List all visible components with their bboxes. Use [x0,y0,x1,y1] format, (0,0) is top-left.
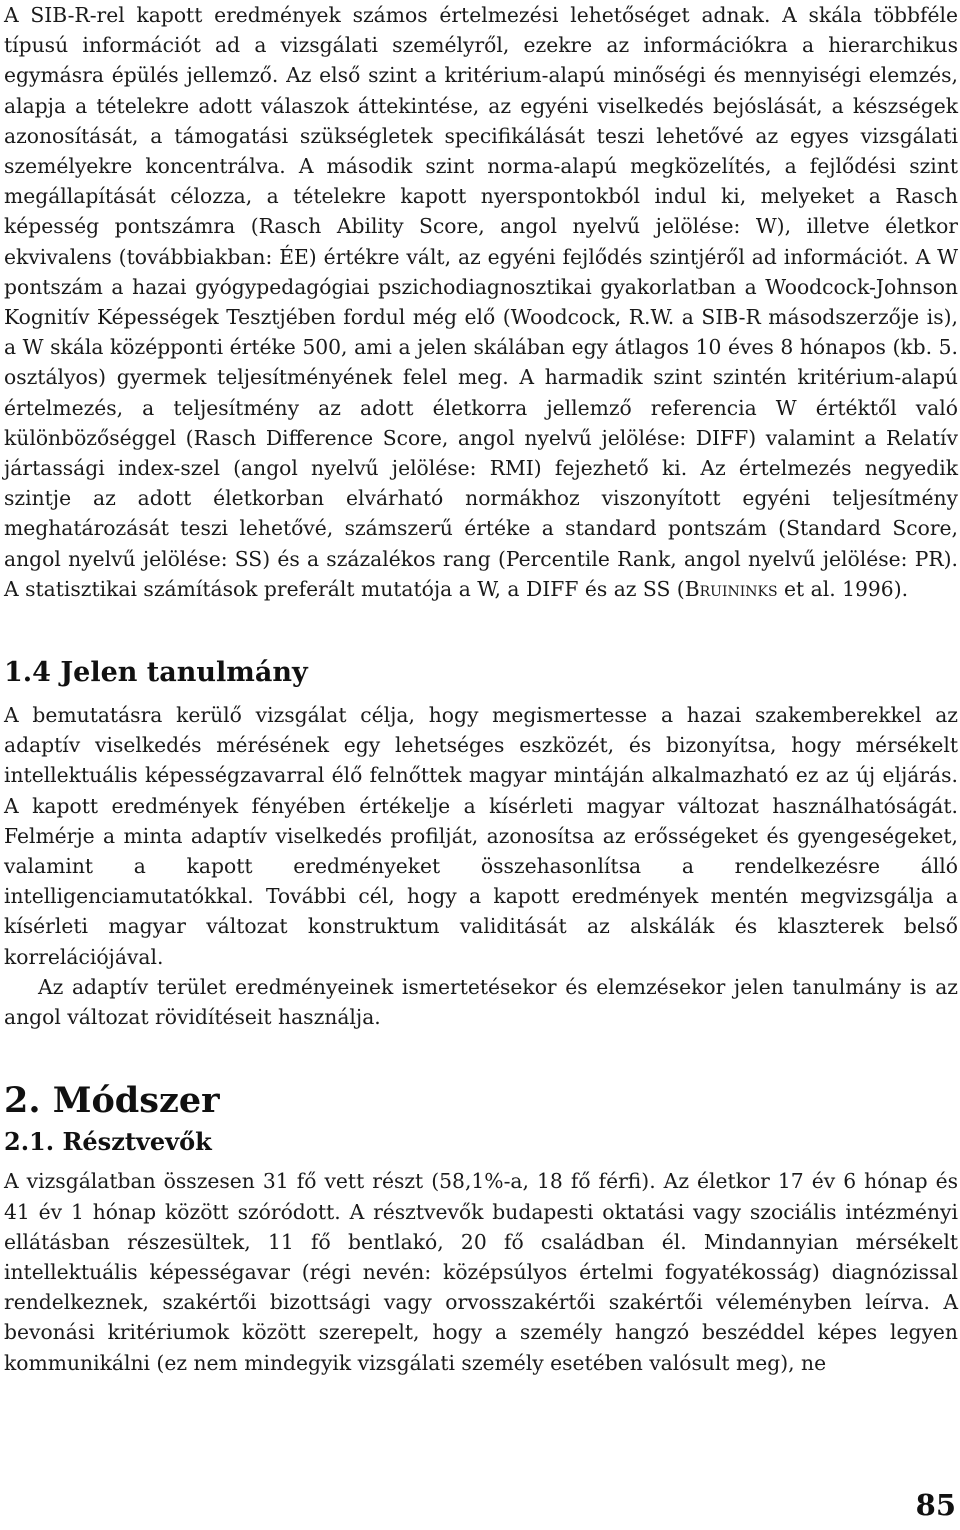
citation-author: Bruininks [684,576,778,601]
heading-modszer: 2. Módszer [4,1080,220,1122]
page-number: 85 [915,1488,956,1522]
document-page [4,0,958,1378]
heading-jelen-tanulmany: 1.4 Jelen tanulmány [4,657,308,689]
participants-paragraph: A vizsgálatban összesen 31 fő vett részt (58,1%-a, 18 fő férfi). Az életkor 17 év 6 hónap és 41 év 1 hónap között szóródott. A résztvevők budapesti oktatási vagy szociális intézményi ellátásban részesültek, 11 fő bentlakó, 20 fő családban él. Mindannyian mérsékelt intellektuális képességavar (régi nevén: középsúlyos értelmi fogyatékosság) diagnózissal rendelkeznek, szakértői bizottsági vagy orvosszakértői szakértői véleményben leírva. A bevonási kritériumok között szerepelt, hogy a személy hangzó beszéddel képes legyen kommunikálni (ez nem mindegyik vizsgálati személy esetében valósult meg), ne [4,1169,958,1375]
heading-resztvevok: 2.1. Résztvevők [4,1127,212,1157]
study-aim-paragraph: A bemutatásra kerülő vizsgálat célja, hogy megismertesse a hazai szakemberekkel az adaptív viselkedés mérésének egy lehetséges eszközét, és bizonyítsa, hogy mérsékelt intellektuális képességzavarral élő felnőttek magyar mintáján alkalmazható ez az új eljárás. A kapott eredmények fényében értékelje a kísérleti magyar változat használhatóságát. Felmérje a minta adaptív viselkedés profilját, azonosítsa az erősségeket és gyengeségeket, valamint a kapott eredményeket összehasonlítsa a rendelkezésre álló intelligenciamutatókkal. További cél, hogy a kapott eredmények mentén megvizsgálja a kísérleti magyar változat konstruktum validitását az alskálák és klaszterek belső korrelációjával. [4,703,958,969]
abbreviation-note-paragraph: Az adaptív terület eredményeinek ismertetésekor és elemzésekor jelen tanulmány is az angol változat rövidítéseit használja. [4,974,958,1030]
intro-text: A SIB-R-rel kapott eredmények számos értelmezési lehetőséget adnak. A skála többféle típusú információt ad a vizsgálati személyről, ezekre az információkra a hierarchikus egymásra épülés jellemző. Az első szint a kritérium-alapú minőségi és mennyiségi elemzés, alapja a tételekre adott válaszok áttekintése, az egyéni viselkedés bejóslását, a készségek azonosítását, a támogatási szükségletek specifikálását teszi lehetővé az egyes vizsgálati személyekre koncentrálva. A második szint norma-alapú megközelítés, a fejlődési szint megállapítását célozza, a tételekre kapott nyerspontokból indul ki, melyeket a Rasch képesség pontszámra (Rasch Ability Score, angol nyelvű jelölése: W), illetve életkor ekvivalens (továbbiakban: ÉE) értékre vált, az egyéni fejlődés szintjéről ad információt. A W pontszám a hazai gyógypedagógiai pszichodiagnosztikai gyakorlatban a Woodcock-Johnson Kognitív Képességek Tesztjében fordul még elő (Woodcock, R.W. a SIB-R másodszerzője is), a W skála középponti értéke 500, ami a jelen skálában egy átlagos 10 éves 8 hónapos (kb. 5. osztályos) gyermek teljesítményének felel meg. A harmadik szint szintén kritérium-alapú értelmezés, a teljesítmény az adott életkorra jellemző referencia W értéktől való különbözőséggel (Rasch Difference Score, angol nyelvű jelölése: DIFF) valamint a Relatív jártassági index-szel (angol nyelvű jelölése: RMI) fejezhető ki. Az értelmezés negyedik szintje az adott életkorban elvárható normákhoz viszonyított egyéni teljesítmény meghatározását teszi lehetővé, számszerű értéke a standard pontszám (Standard Score, angol nyelvű jelölése: SS) és a százalékos rang (Percentile Rank, angol nyelvű jelölése: PR). A statisztikai számítások preferált mutatója a W, a DIFF és az SS ( [4,3,958,601]
citation-tail: et al. 1996). [777,576,909,601]
intro-paragraph [4,0,958,604]
